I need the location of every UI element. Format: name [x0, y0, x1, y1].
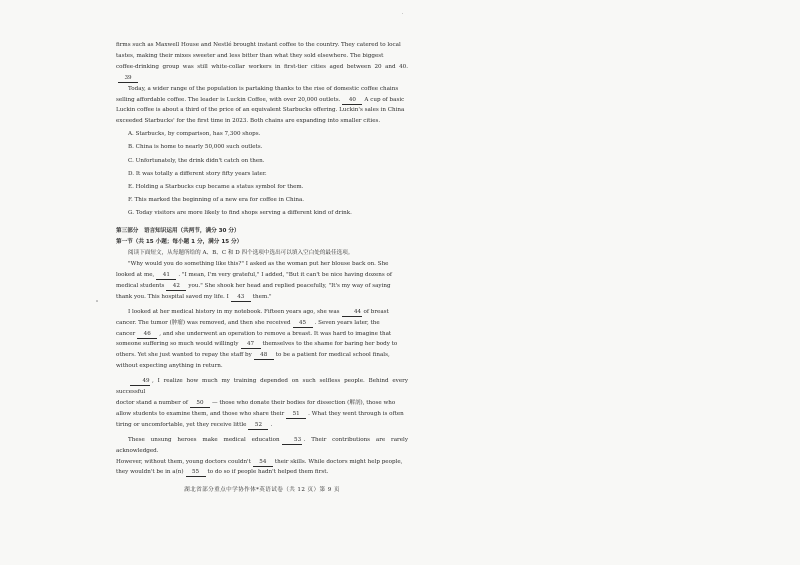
text-line: doctor stand a number of 50 — those who donate their bodies for dissection (解剖), those who — [116, 399, 396, 406]
blank-48: 48 — [254, 351, 274, 360]
text-line: looked at me, 41 . "I mean, I'm very grateful," I added, "But it can't be nice having dozens of — [116, 272, 392, 278]
blank-47: 47 — [241, 340, 261, 349]
blank-51: 51 — [286, 410, 306, 419]
blank-55: 55 — [186, 468, 206, 477]
text-line: I looked at her medical history in my notebook. Fifteen years ago, she was 44 of breast — [128, 308, 389, 315]
blank-52: 52 — [248, 421, 268, 430]
scan-speck — [402, 13, 403, 14]
text-line: cancer 46 , and she underwent an operation to remove a breast. It was hard to imagine that — [116, 330, 392, 337]
blank-45: 45 — [293, 319, 313, 328]
text-line: Luckin coffee is about a third of the price of an equivalent Starbucks offering. Luckin's sales in China — [116, 107, 405, 114]
text-line: others. Yet she just wanted to repay the staff by 48 to be a patient for medical school finals, — [116, 352, 390, 359]
option-f: F. This marked the beginning of a new era for coffee in China. — [128, 197, 305, 204]
blank-49: 49 — [130, 377, 150, 386]
option-list — [116, 129, 408, 219]
option-c: C. Unfortunately, the drink didn't catch on then. — [128, 157, 265, 164]
text-line: thank you. This hospital saved my life. I 43 them." — [116, 293, 272, 300]
option-b: B. China is home to nearly 50,000 such outlets. — [128, 144, 263, 151]
text-line: 49 , I realize how much my training depended on such selfless people. Behind every successful — [116, 378, 408, 396]
text-line: However, without them, young doctors couldn't 54 their skills. While doctors might help people, — [116, 458, 403, 465]
blank-54: 54 — [253, 458, 273, 467]
text-line: exceeded Starbucks' for the first time in 2023. Both chains are expanding into smaller cities. — [116, 118, 381, 125]
text-line: These unsung heroes make medical education 53 . Their contributions are rarely acknowledged. — [116, 436, 408, 454]
blank-42: 42 — [166, 282, 186, 291]
scan-speck — [96, 300, 98, 302]
option-e: E. Holding a Starbucks cup became a status symbol for them. — [128, 184, 304, 191]
blank-40: 40 — [342, 96, 362, 105]
text-line: "Why would you do something like this?" I asked as the woman put her blouse back on. She — [128, 261, 389, 268]
blank-50: 50 — [190, 399, 210, 408]
page-footer: 湖北省部分重点中学协作体*英语试卷（共 12 页）第 9 页 — [184, 487, 340, 493]
section-title: 第三部分 语言知识运用（共两节，满分 30 分） — [116, 228, 240, 235]
text-line: allow students to examine them, and those who share their 51 . What they went through is often — [116, 410, 404, 417]
option-d: D. It was totally a different story fifty years later. — [128, 170, 267, 177]
text-line: medical students 42 you." She shook her head and replied peacefully, "It's my way of saying — [116, 282, 391, 289]
blank-39: 39 — [118, 74, 138, 83]
text-line: tiring or uncomfortable, yet they receive little 52 . — [116, 421, 273, 428]
blank-44: 44 — [342, 308, 362, 317]
blank-43: 43 — [231, 293, 251, 302]
text-line: someone suffering so much would willingly 47 themselves to the shame for baring her body to — [116, 341, 398, 348]
text-line: tastes, making their mixes sweeter and less bitter than what they sold elsewhere. The biggest — [116, 52, 384, 59]
text-line: coffee-drinking group was still white-collar workers in first-tier cities aged between 20 and 40.39 — [116, 63, 408, 81]
blank-53: 53 — [282, 436, 302, 445]
text-line: Today, a wider range of the population is partaking thanks to the rise of domestic coffee chains — [128, 85, 399, 92]
page-content — [116, 40, 408, 478]
option-a: A. Starbucks, by comparison, has 7,300 shops. — [128, 131, 261, 138]
text-line: without expecting anything in return. — [116, 363, 223, 370]
instruction: 阅读下面短文，从每题所给的 A、B、C 和 D 四个选项中选出可以填入空白处的最佳选项。 — [128, 250, 354, 257]
text-line: cancer. The tumor (肿瘤) was removed, and then she received 45 . Seven years later, the — [116, 319, 380, 326]
text-line: firms such as Maxwell House and Nestlé brought instant coffee to the country. They catered to local — [116, 42, 401, 48]
blank-41: 41 — [156, 271, 176, 280]
option-g: G. Today visitors are more likely to find shops serving a different kind of drink. — [128, 210, 352, 217]
blank-46: 46 — [137, 330, 157, 339]
subsection-title: 第一节（共 15 小题；每小题 1 分，满分 15 分） — [116, 239, 243, 246]
text-line: selling affordable coffee. The leader is Luckin Coffee, with over 20,000 outlets. 40 A cup of basic — [116, 96, 405, 103]
text-line: they wouldn't be in a(n) 55 to do so if people hadn't helped them first. — [116, 469, 329, 476]
